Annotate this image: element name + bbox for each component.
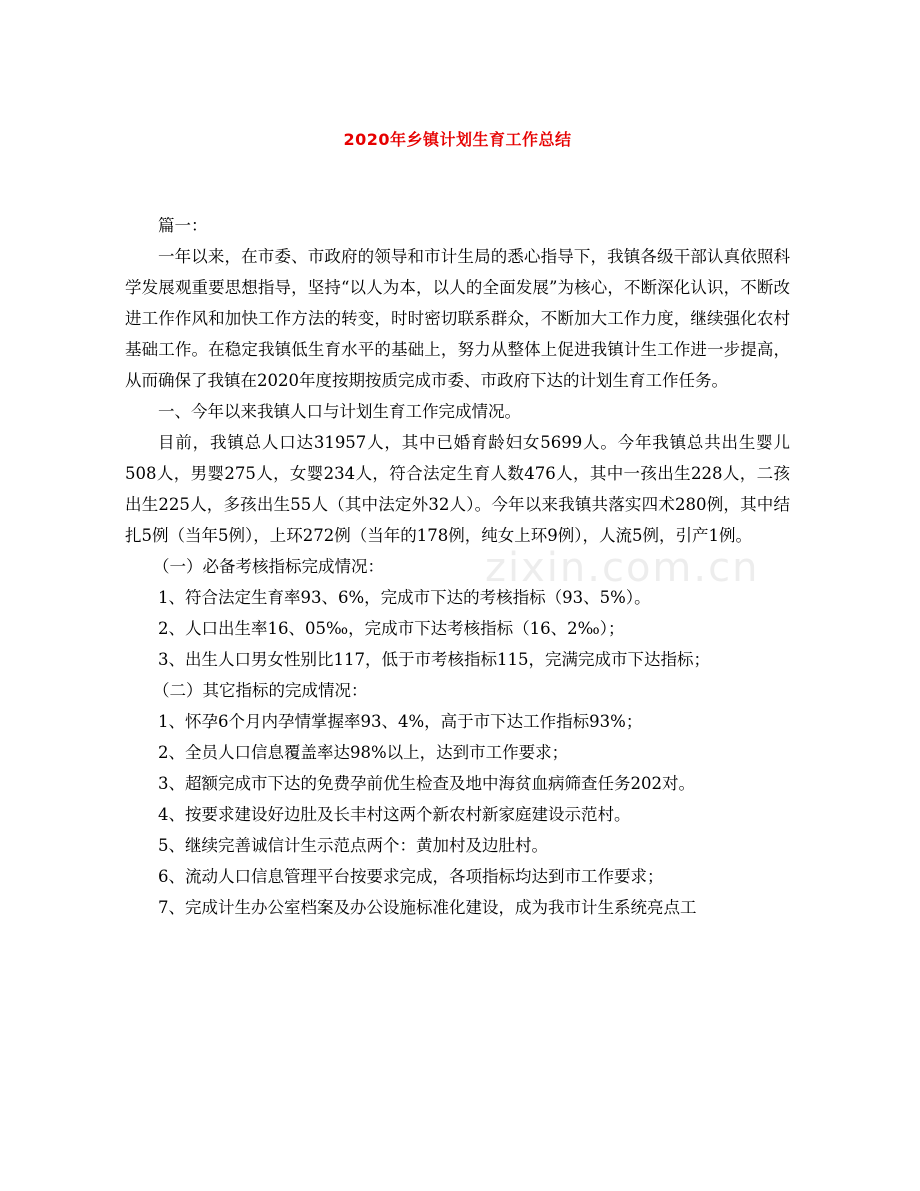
list-item: 1、怀孕6个月内孕情掌握率93、4%，高于市下达工作指标93%； [158, 712, 643, 731]
list-item: 7、完成计生办公室档案及办公设施标准化建设，成为我市计生系统亮点工 [158, 898, 697, 917]
list-item: 2、人口出生率16、05‰，完成市下达考核指标（16、2‰）； [158, 619, 625, 638]
document-title: 2020年乡镇计划生育工作总结 [343, 130, 572, 149]
list-item: 6、流动人口信息管理平台按要求完成，各项指标均达到市工作要求； [158, 867, 664, 886]
subsection-heading: （二）其它指标的完成情况： [153, 681, 368, 700]
subsection-heading: （一）必备考核指标完成情况： [153, 557, 385, 576]
list-item: 4、按要求建设好边肚及长丰村这两个新农村新家庭建设示范村。 [158, 805, 631, 824]
watermark-text: zixin.com.cn [485, 545, 760, 591]
body-paragraph: 目前，我镇总人口达31957人，其中已婚育龄妇女5699人。今年我镇总共出生婴儿508人，男婴275人，女婴234人，符合法定生育人数476人，其中一孩出生228人，二孩出生225人，多孩出生55人（其中法定外32人）。今年以来我镇共落实四术280例，其中结扎5例（当年5例），上环272例（当年的178例，纯女上环9例），人流5例，引产1例。 [125, 433, 790, 545]
section-label: 篇一： [158, 216, 208, 235]
list-item: 2、全员人口信息覆盖率达98%以上，达到市工作要求； [158, 743, 569, 762]
document-body [125, 210, 790, 923]
list-item: 3、超额完成市下达的免费孕前优生检查及地中海贫血病筛查任务202对。 [158, 774, 695, 793]
list-item: 5、继续完善诚信计生示范点两个：黄加村及边肚村。 [158, 836, 548, 855]
list-item: 1、符合法定生育率93、6%，完成市下达的考核指标（93、5%）。 [158, 588, 651, 607]
body-paragraph: 一年以来，在市委、市政府的领导和市计生局的悉心指导下，我镇各级干部认真依照科学发展观重要思想指导，坚持“以人为本，以人的全面发展”为核心，不断深化认识，不断改进工作作风和加快工作方法的转变，时时密切联系群众，不断加大工作力度，继续强化农村基础工作。在稳定我镇低生育水平的基础上，努力从整体上促进我镇计生工作进一步提高，从而确保了我镇在2020年度按期按质完成市委、市政府下达的计划生育工作任务。 [125, 247, 790, 390]
list-item: 3、出生人口男女性别比117，低于市考核指标115，完满完成市下达指标； [158, 650, 710, 669]
section-heading: 一、今年以来我镇人口与计划生育工作完成情况。 [158, 402, 521, 421]
